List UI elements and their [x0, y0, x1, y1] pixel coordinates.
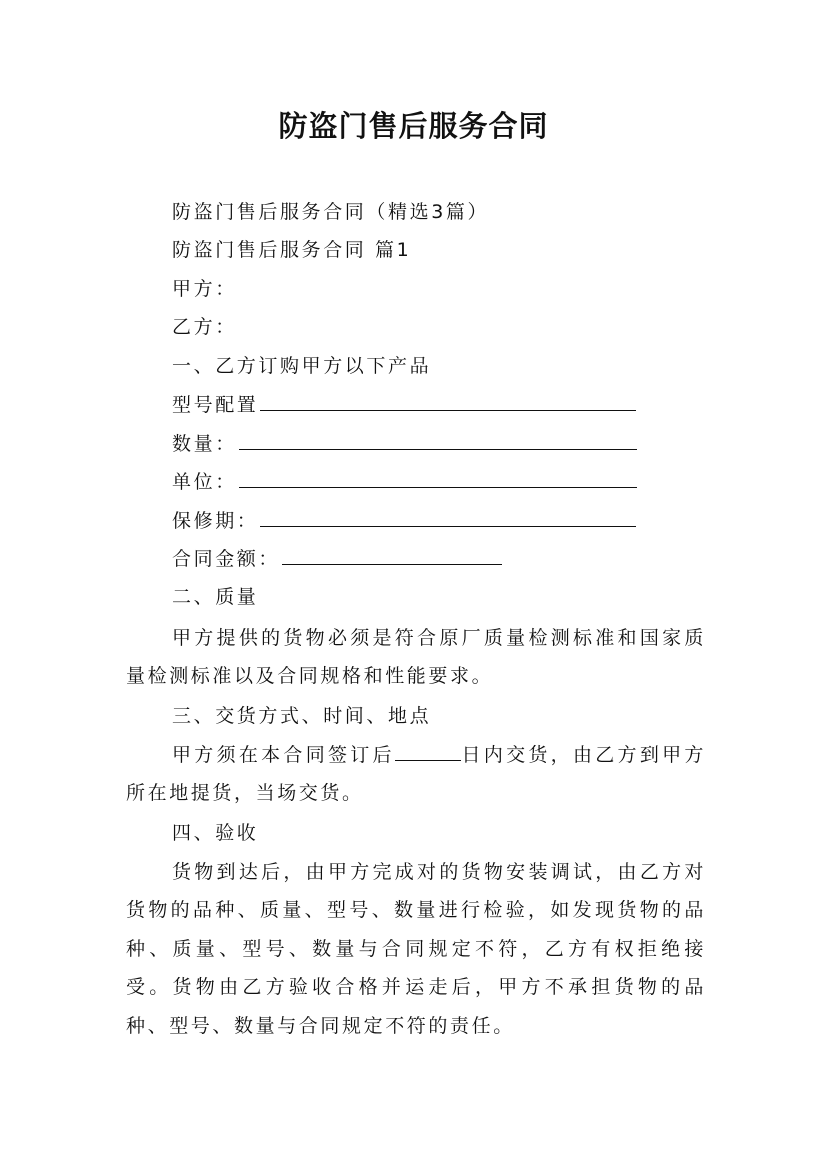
section2-heading: 二、质量	[172, 586, 259, 608]
chapter-heading: 防盗门售后服务合同 篇1	[172, 239, 412, 261]
amount-label: 合同金额：	[172, 548, 281, 570]
model-label: 型号配置	[172, 394, 259, 416]
quantity-field	[172, 431, 637, 456]
model-field	[172, 392, 636, 417]
party-b-label: 乙方：	[172, 316, 237, 338]
section2-body: 甲方提供的货物必须是符合原厂质量检测标准和国家质量检测标准以及合同规格和性能要求。	[126, 627, 706, 688]
warranty-label: 保修期：	[172, 510, 259, 532]
section4-body: 货物到达后，由甲方完成对的货物安装调试，由乙方对货物的品种、质量、型号、数量进行检验，如发现货物的品种、质量、型号、数量与合同规定不符，乙方有权拒绝接受。货物由乙方验收合格并运走后，甲方不承担货物的品种、型号、数量与合同规定不符的责任。	[126, 861, 706, 1037]
warranty-blank-line	[260, 508, 636, 527]
party-a-label: 甲方：	[172, 278, 237, 300]
section1-heading: 一、乙方订购甲方以下产品	[172, 355, 432, 377]
warranty-field	[172, 508, 636, 533]
quantity-blank-line	[239, 431, 637, 450]
document-title: 防盗门售后服务合同	[278, 109, 549, 143]
quantity-label: 数量：	[172, 433, 237, 455]
section4-heading: 四、验收	[172, 822, 259, 844]
document-subtitle: 防盗门售后服务合同（精选3篇）	[172, 201, 490, 223]
unit-blank-line	[239, 469, 637, 488]
section3-body	[126, 736, 706, 813]
section3-heading: 三、交货方式、时间、地点	[172, 705, 432, 727]
amount-blank-line	[282, 546, 502, 565]
section3-body-before: 甲方须在本合同签订后	[172, 744, 395, 766]
amount-field	[172, 546, 502, 571]
delivery-days-blank	[395, 742, 461, 761]
unit-field	[172, 469, 637, 494]
section3-body-after: 日内交货，由乙方到甲方所在地提货，当场交货。	[126, 744, 706, 805]
unit-label: 单位：	[172, 471, 237, 493]
model-blank-line	[260, 392, 636, 411]
